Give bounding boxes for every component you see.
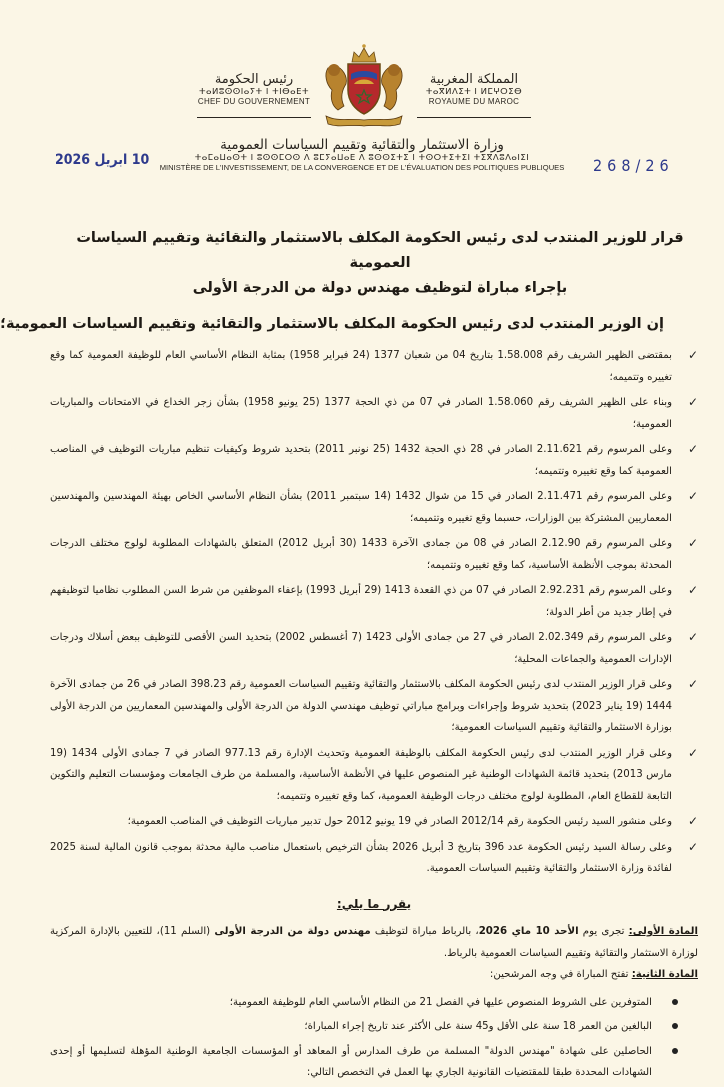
bullet-icon [672,1048,678,1054]
checkmark-icon: ✓ [687,442,698,456]
visa-item: ✓ وعلى المرسوم رقم 2.11.471 الصادر في 15 من شوال 1432 (14 سبتمبر 2011) بشأن النظام الأساسي الخاص بهيئة المهندسين والمهندسين المعماريين المشتركة بين الوزارات، حسبما وقع تغييره وتتميمه؛ [50,486,698,529]
visa-item: ✓ وعلى المرسوم رقم 2.12.90 الصادر في 08 من جمادى الآخرة 1433 (30 أبريل 2012) المتعلق بالشهادات المطلوبة لولوج مختلف الدرجات المحدثة بموجب الأنظمة الأساسية، كما وقع تغييره وتتميمه؛ [50,533,698,576]
checkmark-icon: ✓ [687,583,698,597]
header-ministry [150,138,574,173]
header-left-arabic: رئيس الحكومة [214,72,294,87]
header-royaume [415,72,533,118]
decree-body [50,345,698,1087]
decree-title [60,226,700,301]
visa-item: ✓ وعلى منشور السيد رئيس الحكومة رقم 2012/14 الصادر في 19 يونيو 2012 حول تدبير مباريات التوظيف في المناصب العمومية؛ [50,811,698,833]
visa-item: ✓ وعلى المرسوم رقم 2.11.621 الصادر في 28 ذي الحجة 1432 (25 نونبر 2011) بتحديد شروط وكيفيات تنظيم مباريات التوظيف في المناصب العمومية كما وقع تغييره وتتميمه؛ [50,439,698,482]
ministry-arabic: وزارة الاستثمار والتقائية وتقييم السياسات العمومية [220,137,504,153]
visa-item: ✓ وعلى المرسوم رقم 2.02.349 الصادر في 27 من جمادى الأولى 1423 (7 أغسطس 2002) بتحديد السن الأقصى للتوظيف ببعض أسلاك ودرجات الإدارات العمومية والجماعات المحلية؛ [50,627,698,670]
ministry-tifinagh: ⵜⴰⵎⴰⵡⴰⵙⵜ ⵏ ⵓⵙⵙⵎⵔⵙ ⴷ ⵓⵎⵢⴰⵡⴰⴹ ⴷ ⵓⵙⵙⵉⵜⵉ ⵏ ⵜⵙⵔⵜⵉⵜⵉⵏ ⵜⵉⴳⴷⵓⴷⴰⵏⵉⵏ [194,153,530,163]
header-chef-gouvernement [195,72,313,118]
article-1-label: المادة الأولى: [628,926,698,937]
header-right-french: ROYAUME DU MAROC [428,97,520,106]
visa-item: ✓ بمقتضى الظهير الشريف رقم 1.58.008 بتاريخ 04 من شعبان 1377 (24 فبراير 1958) بمثابة النظام الأساسي العام للوظيفة العمومية كما وقع تغييره وتتميمه؛ [50,345,698,388]
checkmark-icon: ✓ [687,489,698,503]
condition-item: البالغين من العمر 18 سنة على الأقل و45 سنة على الأكثر عند تاريخ إجراء المباراة؛ [50,1016,698,1038]
visa-item: ✓ وبناء على الظهير الشريف رقم 1.58.060 الصادر في 07 من ذي الحجة 1377 (25 يونيو 1958) بشأن زجر الخداع في الامتحانات والمباريات العمومية؛ [50,392,698,435]
title-line-1: قرار للوزير المنتدب لدى رئيس الحكومة المكلف بالاستثمار والتقائية وتقييم السياسات العمومية [76,230,684,271]
conditions-list [50,992,698,1084]
title-line-2: بإجراء مباراة لتوظيف مهندس دولة من الدرجة الأولى [192,280,568,296]
checkmark-icon: ✓ [687,677,698,691]
reference-number-stamp: 268/26 [593,156,674,175]
bullet-icon [672,999,678,1005]
date-stamp: 10 ابريل 2026 [55,152,150,168]
checkmark-icon: ✓ [687,630,698,644]
checkmark-icon: ✓ [687,536,698,550]
article-1: المادة الأولى: تجرى يوم الأحد 10 ماي 2026، بالرباط مباراة لتوظيف مهندس دولة من الدرجة الأولى (السلم 11)، للتعيين بالإدارة المركزية لوزارة الاستثمار والتقائية وتقييم السياسات العمومية بالرباط. [50,926,698,959]
checkmark-icon: ✓ [687,814,698,828]
header-right-tifinagh: ⵜⴰⴳⵍⴷⵉⵜ ⵏ ⵍⵎⵖⵔⵉⴱ [425,87,523,97]
ministry-french: MINISTÈRE DE L'INVESTISSEMENT, DE LA CONVERGENCE ET DE L'ÉVALUATION DES POLITIQUES PUBLIQUES [159,163,565,172]
moroccan-coat-of-arms-icon [318,40,410,130]
checkmark-icon: ✓ [687,745,698,760]
header-left-french: CHEF DU GOUVERNEMENT [197,97,311,106]
visa-item: ✓ وعلى رسالة السيد رئيس الحكومة عدد 396 بتاريخ 3 أبريل 2026 بشأن الترخيص باستعمال مناصب مالية محدثة بموجب قانون المالية لسنة 2025 لفائدة وزارة الاستثمار والتقائية وتقييم السياسات العمومية. [50,837,698,880]
decides-heading: يقرر ما يلي: [336,896,412,911]
visas-list [50,345,698,880]
condition-item: المتوفرين على الشروط المنصوص عليها في الفصل 21 من النظام الأساسي العام للوظيفة العمومية؛ [50,992,698,1014]
header-right-rule [417,117,530,118]
visa-item: ✓ وعلى قرار الوزير المنتدب لدى رئيس الحكومة المكلف بالوظيفة العمومية وتحديث الإدارة رقم 977.13 الصادر في 7 جمادى الأولى 1434 (19 مارس 2013) بتحديد قائمة الشهادات الوطنية غير المنصوص عليها في الأنظمة الأساسية، والمسلمة من طرف الجامعات ومؤسسات التعليم والتكوين التابعة للقطاع العام، المطلوبة لولوج مختلف درجات الوظيفة العمومية، كما وقع تغييره وتتميمه؛ [50,743,698,808]
condition-item: الحاصلين على شهادة "مهندس الدولة" المسلمة من طرف المدارس أو المعاهد أو المؤسسات الجامعية الوطنية المؤهلة لتسليمها أو إحدى الشهادات المحددة طبقا للمقتضيات القانونية الجاري بها العمل في التخصص التالي: [50,1041,698,1084]
article-2: المادة الثانية: تفتح المباراة في وجه المرشحين: [489,969,698,980]
checkmark-icon: ✓ [687,348,698,362]
checkmark-icon: ✓ [687,839,698,854]
header-left-tifinagh: ⵜⴰⵍⵓⵙⵙⵏⴰⵢⵜ ⵏ ⵜⵏⴱⴰⴹⵜ [198,87,310,97]
visa-item: ✓ وعلى قرار الوزير المنتدب لدى رئيس الحكومة المكلف بالاستثمار والتقائية وتقييم السياسات العمومية رقم 398.23 الصادر في 26 من جمادى الآخرة 1444 (19 يناير 2023) بتحديد شروط وإجراءات وبرامج مباراتي توظيف مهندسي الدولة من الدرجة الأولى والمهندسين المعماريين من الدرجة الأولى بوزارة الاستثمار والتقائية وتقييم السياسات العمومية؛ [50,674,698,739]
preamble: إن الوزير المنتدب لدى رئيس الحكومة المكلف بالاستثمار والتقائية وتقييم السياسات العمومية؛ [0,316,664,332]
header-left-rule [197,117,310,118]
header-right-arabic: المملكة المغربية [429,72,519,87]
visa-item: ✓ وعلى المرسوم رقم 2.92.231 الصادر في 07 من ذي القعدة 1413 (29 أبريل 1993) بإعفاء الموظفين من شرط السن المطلوب نظاميا لتوظيفهم في إطار جديد من أطر الدولة؛ [50,580,698,623]
checkmark-icon: ✓ [687,395,698,409]
article-2-label: المادة الثانية: [631,969,698,980]
